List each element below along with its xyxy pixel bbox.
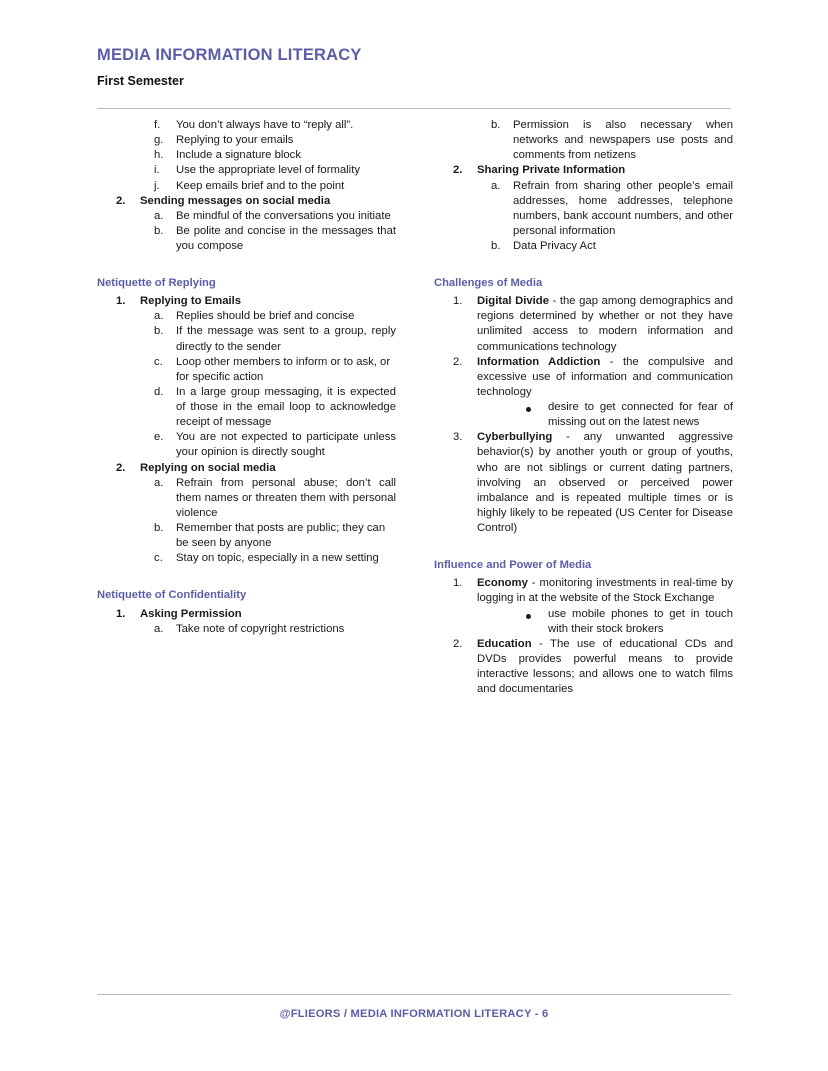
left-column [97,118,396,697]
list-item-heading [97,607,396,622]
term-label: Information Addiction [477,355,601,368]
section-heading-challenges-of-media: Challenges of Media [434,277,543,290]
list-item [97,224,396,254]
continued-sublist [97,118,396,194]
list-item [97,148,396,163]
list-item [434,607,733,637]
term-label: Digital Divide [477,295,549,308]
list-text: Keep emails brief and to the point [176,179,345,192]
list-marker: c. [154,355,163,368]
list-item [97,355,396,385]
list-item [97,309,396,324]
list-item [97,551,396,566]
list-text: Replying to your emails [176,134,294,147]
term-label: Cyberbullying [477,431,553,444]
challenges-list-continued [434,430,733,536]
list-item [97,430,396,460]
list-item [97,163,396,178]
list-marker: 1. [116,295,126,308]
list-item [434,637,733,698]
list-marker: 1. [116,607,126,620]
list-item-heading [97,194,396,209]
list-marker: g. [154,134,164,147]
section-heading-influence-and-power: Influence and Power of Media [434,559,592,572]
list-item [434,239,733,254]
list-item [97,476,396,521]
document-footer [0,1004,828,1022]
list-item [434,294,733,355]
list-label: Asking Permission [140,607,242,620]
list-text: If the message was sent to a group, reply directly to the sender [176,325,396,353]
list-marker: a. [491,179,501,192]
list-text: In a large group messaging, it is expected of those in the email loop to acknowledge receipt of message [176,385,396,429]
list-text: You don’t always have to “reply all”. [176,119,354,131]
page-title: MEDIA INFORMATION LITERACY [97,46,362,64]
sharing-private-info-group [434,163,733,178]
list-text: Refrain from sharing other people’s email addresses, home addresses, telephone numbers, bank account numbers, and other personal information [513,179,733,237]
confidentiality-continued-sublist [434,118,733,163]
list-marker: 1. [453,295,463,308]
list-text: Be polite and concise in the messages that you compose [176,224,396,252]
two-column-body [97,118,733,697]
list-marker: 1. [453,577,463,590]
list-marker: b. [154,325,164,338]
list-text: Be mindful of the conversations you initiate [176,209,391,222]
footer-text: @FLIEORS / MEDIA INFORMATION LITERACY - 6 [279,1008,549,1020]
list-marker: i. [154,164,160,177]
footer-divider [97,994,731,995]
term-definition: - any unwanted aggressive behavior(s) by another youth or group of youths, who are not siblings or current dating partners, involving an observed or perceived power imbalance and is repeated multiple times or is highly likely to be repeated (US Center for Disease Control) [477,431,733,535]
list-label: Replying to Emails [140,295,242,308]
list-marker: d. [154,385,164,398]
list-text: Replies should be brief and concise [176,310,355,323]
influence-list [434,576,733,606]
term-label: Economy [477,577,528,590]
list-marker: a. [154,310,164,323]
page-subtitle: First Semester [97,73,184,88]
list-item [434,118,733,163]
list-label: Sending messages on social media [140,194,331,207]
list-text: Refrain from personal abuse; don’t call them names or threaten them with personal violence [176,476,396,519]
list-marker: b. [154,522,164,535]
list-text: Use the appropriate level of formality [176,164,360,177]
list-item [97,385,396,430]
section-heading-netiquette-confidentiality: Netiquette of Confidentiality [97,589,247,602]
list-text: Stay on topic, especially in a new setting [176,552,379,565]
economy-bullets [434,607,733,637]
list-item [434,400,733,430]
list-text: You are not expected to participate unless your opinion is directly sought [176,431,396,459]
asking-permission-sublist [97,622,396,637]
list-text: desire to get connected for fear of missing out on the latest news [548,401,733,429]
list-marker: a. [154,209,164,222]
list-item [97,209,396,224]
list-marker: e. [154,431,164,444]
sending-social-group [97,194,396,209]
list-marker: 2. [453,164,463,177]
list-text: Take note of copyright restrictions [176,622,345,635]
list-label: Replying on social media [140,461,276,474]
list-text: use mobile phones to get in touch with their stock brokers [548,607,733,635]
list-marker: 2. [453,637,463,650]
challenges-list [434,294,733,400]
list-item [434,430,733,536]
bullet-icon [526,400,548,415]
replying-social-sublist [97,476,396,567]
list-item [97,521,396,551]
section-spacer [97,254,396,276]
section-heading-netiquette-replying: Netiquette of Replying [97,277,216,290]
header-divider [97,108,731,109]
list-marker: 2. [116,461,126,474]
list-text: Permission is also necessary when networks and newspapers use posts and comments from netizens [513,119,733,162]
list-text [477,355,733,400]
list-marker: 3. [453,431,463,444]
right-column [434,118,733,697]
list-item [97,179,396,194]
section-spacer [434,254,733,276]
list-text: Loop other members to inform or to ask, or for specific action [176,355,391,383]
replying-social-group [97,461,396,476]
section-spacer [434,536,733,558]
sharing-private-info-sublist [434,179,733,255]
list-marker: f. [154,119,161,131]
document-header [97,46,731,89]
term-definition: - the gap among demographics and regions determined by whether or not they have unlimited access to modern information and communications technology [477,295,733,353]
list-text: Remember that posts are public; they can be seen by anyone [176,522,386,550]
list-marker: 2. [116,194,126,207]
term-label: Education [477,637,532,650]
influence-list-continued [434,637,733,698]
term-definition: - the compulsive and excessive use of information and communication technology [477,355,733,398]
list-marker: a. [154,476,164,489]
replying-emails-group [97,294,396,309]
information-addiction-bullets [434,400,733,430]
list-marker: j. [154,179,160,192]
section-spacer [97,566,396,588]
term-definition: - monitoring investments in real-time by logging in at the website of the Stock Exchange [477,577,733,605]
list-item [434,576,733,606]
asking-permission-group [97,607,396,622]
list-item-heading [97,294,396,309]
list-marker: 2. [453,355,463,368]
list-item-heading [434,163,733,178]
list-item [434,355,733,400]
list-text [477,637,733,698]
list-item [97,133,396,148]
list-item [434,179,733,240]
list-marker: a. [154,622,164,635]
list-marker: b. [491,240,501,252]
replying-emails-sublist [97,309,396,460]
list-text [477,430,733,536]
sending-social-sublist [97,209,396,254]
list-label: Sharing Private Information [477,164,626,177]
term-definition: - The use of educational CDs and DVDs provides powerful means to provide interactive lessons; and allows one to watch films and documentaries [477,637,733,696]
list-text [477,294,733,355]
list-item [97,622,396,637]
list-text [477,576,733,606]
bullet-icon [526,607,548,622]
list-marker: b. [491,119,501,131]
list-text: Data Privacy Act [513,240,596,252]
list-marker: b. [154,224,164,237]
list-marker: h. [154,149,164,162]
list-marker: c. [154,552,163,565]
list-text: Include a signature block [176,149,301,162]
list-item [97,118,396,133]
list-item-heading [97,461,396,476]
list-item [97,324,396,354]
